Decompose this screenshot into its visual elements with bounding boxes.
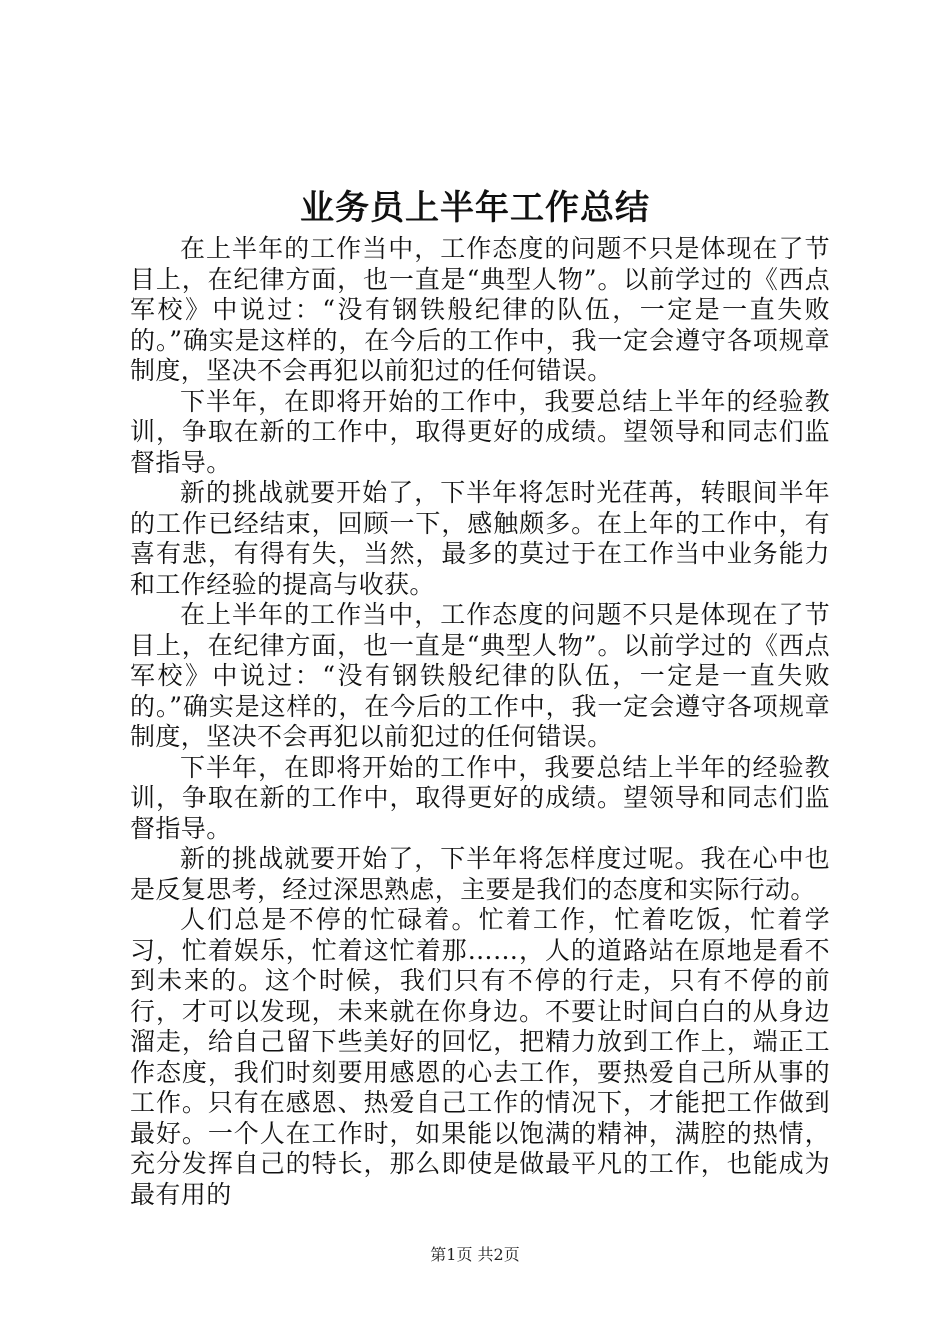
paragraph: 下半年，在即将开始的工作中，我要总结上半年的经验教训，争取在新的工作中，取得更好的成绩。望领导和同志们监督指导。 [130,752,830,843]
paragraph: 下半年，在即将开始的工作中，我要总结上半年的经验教训，争取在新的工作中，取得更好的成绩。望领导和同志们监督指导。 [130,386,830,477]
paragraph: 在上半年的工作当中，工作态度的问题不只是体现在了节目上，在纪律方面，也一直是“典型人物”。以前学过的《西点军校》中说过：“没有钢铁般纪律的队伍，一定是一直失败的。”确实是这样的，在今后的工作中，我一定会遵守各项规章制度，坚决不会再犯以前犯过的任何错误。 [130,600,830,751]
paragraph: 新的挑战就要开始了，下半年将怎样度过呢。我在心中也是反复思考，经过深思熟虑，主要是我们的态度和实际行动。 [130,844,830,904]
paragraph: 人们总是不停的忙碌着。忙着工作，忙着吃饭，忙着学习，忙着娱乐，忙着这忙着那……，人的道路站在原地是看不到未来的。这个时候，我们只有不停的行走，只有不停的前行，才可以发现，未来就在你身边。不要让时间白白的从身边溜走，给自己留下些美好的回忆，把精力放到工作上，端正工作态度，我们时刻要用感恩的心去工作，要热爱自己所从事的工作。只有在感恩、热爱自己工作的情况下，才能把工作做到最好。一个人在工作时，如果能以饱满的精神，满腔的热情，充分发挥自己的特长，那么即使是做最平凡的工作，也能成为最有用的 [130,905,830,1209]
paragraph: 在上半年的工作当中，工作态度的问题不只是体现在了节目上，在纪律方面，也一直是“典型人物”。以前学过的《西点军校》中说过：“没有钢铁般纪律的队伍，一定是一直失败的。”确实是这样的，在今后的工作中，我一定会遵守各项规章制度，坚决不会再犯以前犯过的任何错误。 [130,234,830,385]
paragraph: 新的挑战就要开始了，下半年将怎时光荏苒，转眼间半年的工作已经结束，回顾一下，感触颇多。在上年的工作中，有喜有悲，有得有失，当然，最多的莫过于在工作当中业务能力和工作经验的提高与收获。 [130,478,830,599]
page-number-footer: 第1页 共2页 [430,1245,520,1264]
document-title: 业务员上半年工作总结 [300,188,650,228]
document-body [130,234,830,1210]
